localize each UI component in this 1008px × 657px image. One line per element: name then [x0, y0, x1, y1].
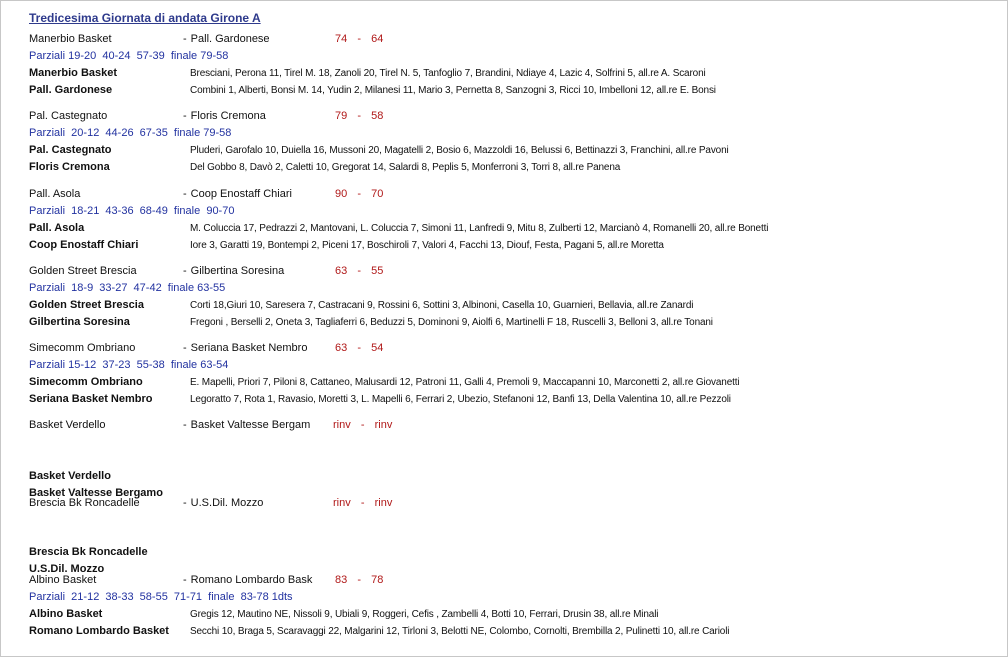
- away-team-cell: - Coop Enostaff Chiari: [183, 188, 292, 200]
- away-team: Coop Enostaff Chiari: [190, 188, 292, 200]
- home-roster-row: [29, 222, 999, 239]
- partials: Parziali 18-21 43-36 68-49 finale 90-70: [29, 205, 235, 217]
- away-roster-row: [29, 625, 999, 642]
- away-roster-team: Seriana Basket Nembro: [29, 393, 153, 405]
- match-block: [29, 33, 999, 101]
- away-roster-team: Basket Valtesse Bergamo: [29, 487, 163, 499]
- home-roster-row: [29, 144, 999, 161]
- away-team-cell: - Romano Lombardo Bask: [183, 574, 313, 586]
- match-line: [29, 497, 999, 514]
- home-roster-players: Gregis 12, Mautino NE, Nissoli 9, Ubiali 9, Roggeri, Cefis , Zambelli 4, Botti 10, Ferrari, Drusin 38, all.re Minali: [190, 609, 659, 620]
- home-roster-team: Pal. Castegnato: [29, 144, 112, 156]
- home-team: Pall. Asola: [29, 188, 81, 200]
- home-roster-row: [29, 470, 999, 487]
- home-roster-row: [29, 546, 999, 563]
- home-roster-team: Albino Basket: [29, 608, 103, 620]
- page-title: Tredicesima Giornata di andata Girone A: [29, 11, 261, 25]
- away-roster-row: [29, 393, 999, 410]
- away-roster-players: Combini 1, Alberti, Bonsi M. 14, Yudin 2, Milanesi 11, Mario 3, Pernetta 8, Sanzogni 3, Ricci 10, Imbelloni 12, all.re E. Bonsi: [190, 85, 716, 96]
- home-team: Basket Verdello: [29, 419, 106, 431]
- away-roster-team: Floris Cremona: [29, 161, 110, 173]
- away-team-cell: - Pall. Gardonese: [183, 33, 270, 45]
- match-line: [29, 33, 999, 50]
- match-score: rinv - rinv: [333, 497, 393, 509]
- match-score: 79 - 58: [335, 110, 384, 122]
- match-score: 83 - 78: [335, 574, 384, 586]
- partials-empty: [29, 514, 999, 530]
- home-roster-team: Basket Verdello: [29, 470, 111, 482]
- match-line: [29, 419, 999, 436]
- away-roster-team: Coop Enostaff Chiari: [29, 239, 139, 251]
- away-team: Seriana Basket Nembro: [190, 342, 308, 354]
- partials: Parziali 21-12 38-33 58-55 71-71 finale 83-78 1dts: [29, 591, 293, 603]
- home-roster-team: Pall. Asola: [29, 222, 85, 234]
- match-block: [29, 110, 999, 178]
- home-team: Manerbio Basket: [29, 33, 112, 45]
- match-score: 63 - 55: [335, 265, 384, 277]
- away-roster-players: Fregoni , Berselli 2, Oneta 3, Tagliaferri 6, Beduzzi 5, Dominoni 9, Aiolfi 6, Martinelli F 18, Ruscelli 3, Belloni 3, all.re Tonani: [190, 317, 713, 328]
- home-roster-team: Brescia Bk Roncadelle: [29, 546, 148, 558]
- partials-empty: [29, 436, 999, 452]
- match-block: [29, 188, 999, 256]
- away-team: Pall. Gardonese: [190, 33, 270, 45]
- home-roster-row: [29, 608, 999, 625]
- home-team: Simecomm Ombriano: [29, 342, 136, 354]
- away-roster-players: Secchi 10, Braga 5, Scaravaggi 22, Malgarini 12, Tirloni 3, Belotti NE, Colombo, Cornolti, Brembilla 2, Pulinetti 10, all.re Carioli: [190, 626, 730, 637]
- away-roster-team: Gilbertina Soresina: [29, 316, 130, 328]
- partials: Parziali 18-9 33-27 47-42 finale 63-55: [29, 282, 226, 294]
- away-team-cell: - U.S.Dil. Mozzo: [183, 497, 264, 509]
- home-roster-players: Bresciani, Perona 11, Tirel M. 18, Zanoli 20, Tirel N. 5, Tanfoglio 7, Brandini, Ndiaye 4, Lazic 4, Solfrini 5, all.re A. Scaroni: [190, 68, 706, 79]
- match-block: [29, 574, 999, 642]
- match-block: [29, 497, 999, 580]
- home-roster-players: Pluderi, Garofalo 10, Duiella 16, Mussoni 20, Magatelli 2, Bosio 6, Mazzoldi 16, Belussi 6, Bettinazzi 3, Franchini, all.re Pavoni: [190, 145, 729, 156]
- away-team-cell: - Floris Cremona: [183, 110, 266, 122]
- home-roster-team: Simecomm Ombriano: [29, 376, 143, 388]
- home-roster-players: M. Coluccia 17, Pedrazzi 2, Mantovani, L. Coluccia 7, Simoni 11, Lanfredi 9, Mitu 8, Zulberti 12, Marcianò 4, Romanelli 20, all.re Bonetti: [190, 223, 769, 234]
- match-line: [29, 188, 999, 205]
- away-roster-team: U.S.Dil. Mozzo: [29, 563, 105, 575]
- away-roster-players: Iore 3, Garatti 19, Bontempi 2, Piceni 17, Boschiroli 7, Valori 4, Facchi 13, Diouf, Festa, Pagani 5, all.re Moretta: [190, 240, 664, 251]
- match-line: [29, 342, 999, 359]
- away-team: Gilbertina Soresina: [190, 265, 285, 277]
- match-line: [29, 574, 999, 591]
- match-score: rinv - rinv: [333, 419, 393, 431]
- away-team: Basket Valtesse Bergam: [190, 419, 311, 431]
- away-roster-players: Legoratto 7, Rota 1, Ravasio, Moretti 3, L. Mapelli 6, Ferrari 2, Ubezio, Stefanoni 12, Banfi 13, Della Valentina 10, all.re Pezzoli: [190, 394, 731, 405]
- home-roster-row: [29, 376, 999, 393]
- partials: Parziali 15-12 37-23 55-38 finale 63-54: [29, 359, 229, 371]
- away-roster-team: Pall. Gardonese: [29, 84, 113, 96]
- away-team: U.S.Dil. Mozzo: [190, 497, 264, 509]
- away-roster-row: [29, 161, 999, 178]
- home-roster-players: Corti 18,Giuri 10, Saresera 7, Castracani 9, Rossini 6, Sottini 3, Albinoni, Casella 10, Guarnieri, Bellavia, all.re Zanardi: [190, 300, 694, 311]
- match-line: [29, 110, 999, 127]
- home-roster-row: [29, 299, 999, 316]
- away-team: Floris Cremona: [190, 110, 266, 122]
- partials: Parziali 19-20 40-24 57-39 finale 79-58: [29, 50, 229, 62]
- match-score: 63 - 54: [335, 342, 384, 354]
- home-roster-team: Golden Street Brescia: [29, 299, 144, 311]
- home-team: Pal. Castegnato: [29, 110, 108, 122]
- match-line: [29, 265, 999, 282]
- home-roster-team: Manerbio Basket: [29, 67, 118, 79]
- partials: Parziali 20-12 44-26 67-35 finale 79-58: [29, 127, 232, 139]
- home-team: Albino Basket: [29, 574, 97, 586]
- away-team-cell: - Seriana Basket Nembro: [183, 342, 308, 354]
- away-roster-row: [29, 239, 999, 256]
- home-roster-players: E. Mapelli, Priori 7, Piloni 8, Cattaneo, Malusardi 12, Patroni 11, Galli 4, Premoli 9, Maccapanni 10, Marconetti 2, all.re Giovanetti: [190, 377, 740, 388]
- home-team: Brescia Bk Roncadelle: [29, 497, 140, 509]
- away-team: Romano Lombardo Bask: [190, 574, 313, 586]
- away-team-cell: - Gilbertina Soresina: [183, 265, 285, 277]
- away-team-cell: - Basket Valtesse Bergam: [183, 419, 311, 431]
- away-roster-row: [29, 316, 999, 333]
- away-roster-team: Romano Lombardo Basket: [29, 625, 169, 637]
- away-roster-players: Del Gobbo 8, Davò 2, Caletti 10, Gregorat 14, Salardi 8, Peplis 5, Monferroni 3, Torri 8, all.re Panena: [190, 162, 621, 173]
- away-roster-row: [29, 84, 999, 101]
- match-block: [29, 342, 999, 410]
- match-block: [29, 265, 999, 333]
- home-roster-row: [29, 67, 999, 84]
- match-block: [29, 419, 999, 504]
- home-team: Golden Street Brescia: [29, 265, 137, 277]
- match-score: 74 - 64: [335, 33, 384, 45]
- match-score: 90 - 70: [335, 188, 384, 200]
